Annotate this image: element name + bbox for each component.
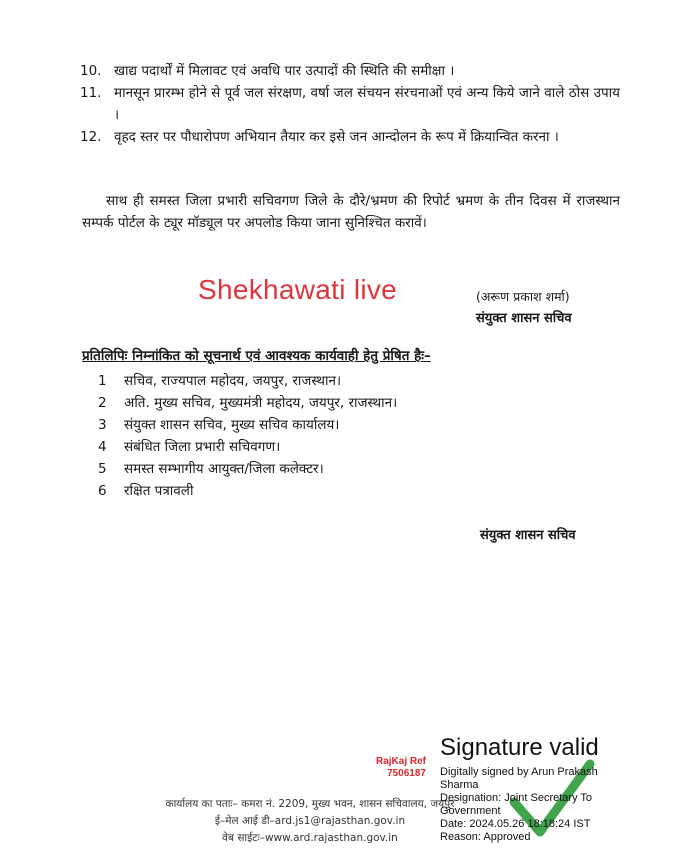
list-text: संबंधित जिला प्रभारी सचिवगण। [124,439,281,455]
list-item [98,458,397,480]
copy-to-heading: प्रतिलिपिः निम्नांकित को सूचनार्थ एवं आवश्यक कार्यवाही हेतु प्रेषित हैः– [82,348,431,364]
list-text: समस्त सम्भागीय आयुक्त/जिला कलेक्टर। [124,461,324,477]
list-number: 3 [98,417,107,433]
list-item [98,392,397,414]
point-text: खाद्य पदार्थों में मिलावट एवं अवधि पार उत्पादों की स्थिति की समीक्षा । [114,63,455,79]
point-item [80,82,620,126]
list-text: अति. मुख्य सचिव, मुख्यमंत्री महोदय, जयपुर, राजस्थान। [124,395,398,411]
list-number: 6 [98,483,107,499]
closing-designation: संयुक्त शासन सचिव [480,528,576,543]
footer-address: कार्यालय का पताः– कमरा नं. 2209, मुख्य भवन, शासन सचिवालय, जयपुर [165,798,455,810]
list-number: 2 [98,395,107,411]
instruction-paragraph: साथ ही समस्त जिला प्रभारी सचिवगण जिले के दौरे/भ्रमण की रिपोर्ट भ्रमण के तीन दिवस में राजस्थान सम्पर्क पोर्टल के ट्यूर मॉड्यूल पर अपलोड किया जाना सुनिश्चित करावें। [82,193,620,231]
point-text: वृहद स्तर पर पौधारोपण अभियान तैयार कर इसे जन आन्दोलन के रूप में क्रियान्वित करना । [114,129,559,145]
copy-to-list [98,370,397,502]
point-text: मानसून प्रारम्भ होने से पूर्व जल संरक्षण, वर्षा जल संचयन संरचनाओं एवं अन्य किये जाने वाले ठोस उपाय । [114,85,620,123]
signature-line: Reason: Approved [440,831,531,843]
rajkaj-reference [356,756,426,780]
list-number: 5 [98,461,107,477]
point-item [80,126,620,148]
list-item [98,370,397,392]
digital-signature-block [440,734,640,844]
signature-line: Designation: Joint Secretary To [440,792,593,804]
list-number: 4 [98,439,107,455]
rajkaj-label: RajKaj Ref [375,756,426,767]
watermark-text: Shekhawati live [198,274,398,305]
signature-line: Digitally signed by Arun Prakash [440,766,598,778]
list-text: संयुक्त शासन सचिव, मुख्य सचिव कार्यालय। [124,417,340,433]
point-number: 12. [80,129,102,145]
list-text: सचिव, राज्यपाल महोदय, जयपुर, राजस्थान। [124,373,342,389]
list-item [98,436,397,458]
signature-line: Date: 2024.05.26 18:18:24 IST [440,818,591,830]
numbered-points [80,60,620,148]
signature-line: Government [440,805,501,817]
list-item [98,414,397,436]
signature-line: Sharma [440,779,479,791]
signature-status: Signature valid [440,734,599,761]
footer-email: ई–मेल आई डी–ard.js1@rajasthan.gov.in [214,815,406,827]
signature-details [440,766,640,844]
rajkaj-number: 7506187 [387,768,426,779]
list-text: रक्षित पत्रावली [124,483,194,499]
point-number: 10. [80,63,102,79]
list-number: 1 [98,373,107,389]
signer-name: (अरूण प्रकाश शर्मा) [476,289,570,304]
point-number: 11. [80,85,102,101]
office-footer [160,796,460,847]
footer-website: वेब साईटः–www.ard.rajasthan.gov.in [222,832,398,844]
signer-designation: संयुक्त शासन सचिव [476,311,572,326]
point-item [80,60,620,82]
list-item [98,480,397,502]
